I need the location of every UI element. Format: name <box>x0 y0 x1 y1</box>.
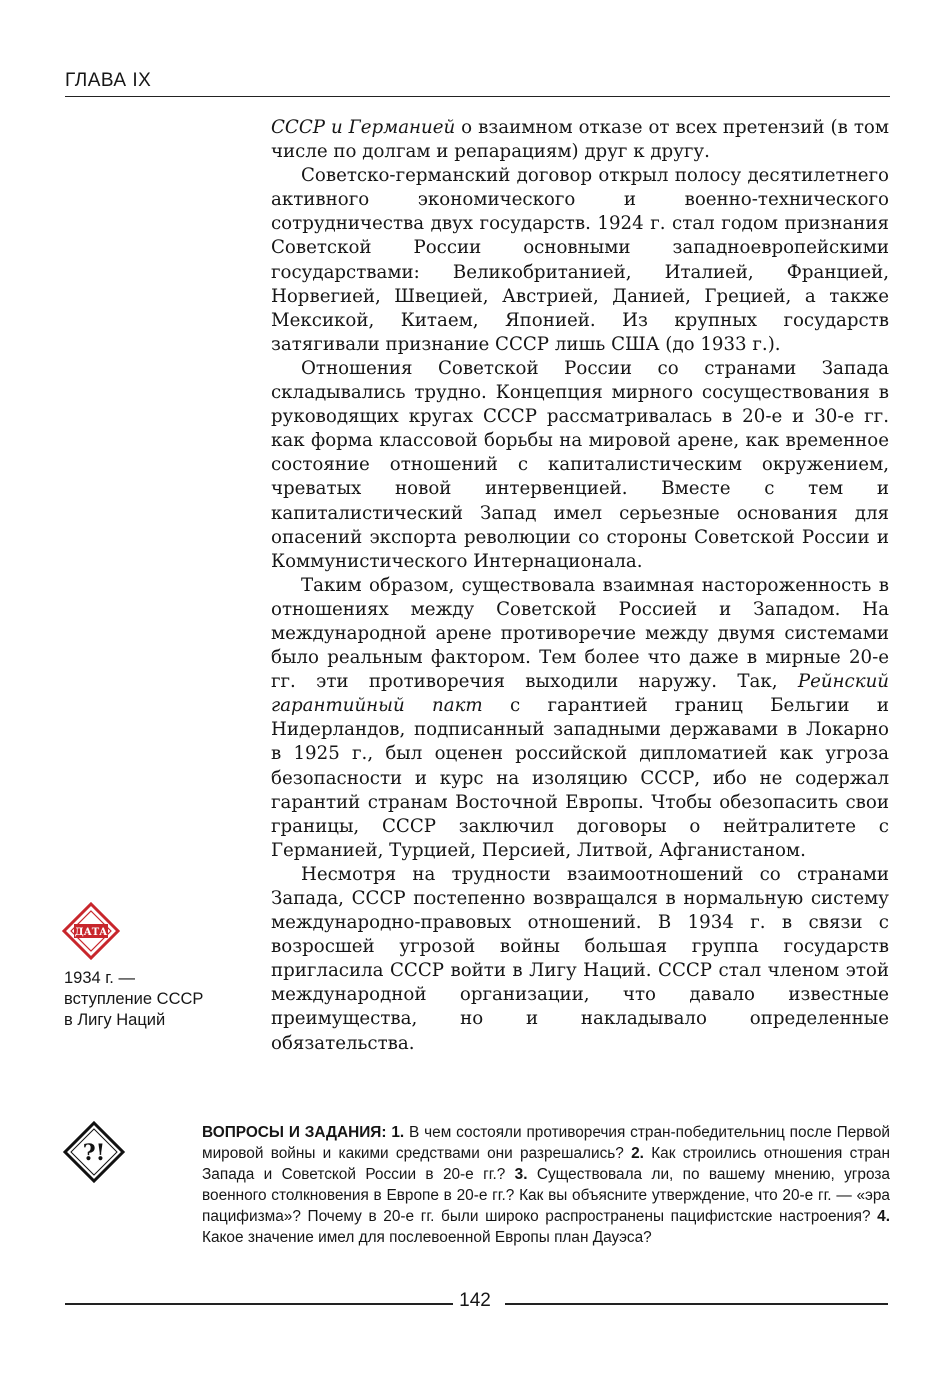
date-side-note: 1934 г. — вступление СССР в Лигу Наций <box>64 969 204 1029</box>
date-badge-icon <box>62 902 120 960</box>
questions-icon-label: ?! <box>82 1140 106 1166</box>
questions-block <box>202 1122 890 1249</box>
emphasis: СССР и Германией <box>271 117 456 138</box>
chapter-header <box>65 70 890 97</box>
question-number: 4. <box>877 1208 890 1226</box>
paragraph: Несмотря на трудности взаимоотношений со странами Запада, СССР постепенно возвращался в нормальную систему международно-правовых отношений. В 1934 г. в связи с возросшей угрозой войны большая группа государств пригласила СССР войти в Лигу Наций. СССР стал членом этой международной организации, что давало известные преимущества, но и накладывало определенные обязательства. <box>271 863 889 1054</box>
paragraph <box>271 116 889 164</box>
paragraph: Отношения Советской России со странами Запада складывались трудно. Концепция мирного сосуществования в руководящих кругах СССР рассматривалась в 20-е и 30-е гг. как форма классовой борьбы на мировой арене, как временное состояние отношений с капиталистическим окружением, чреватых новой интервенцией. Вместе с тем и капиталистический Запад имел серьезные основания для опасений экспорта революции со стороны Советской России и Коммунистического Интернационала. <box>271 357 889 572</box>
main-text <box>271 116 889 1056</box>
paragraph-text: с гарантией границ Бельгии и Нидерландов, подписанный западными державами в Локарно в 1925 г., был оценен российской дипломатией как угроза безопасности и курс на изоляцию СССР, ибо не содержал гарантий странам Восточной Европы. Чтобы обезопасить свои границы, СССР заключил договоры о нейтралитете с Германией, Турцией, Персией, Литвой, Афганистаном. <box>271 695 889 861</box>
footer-rule-right <box>505 1303 888 1305</box>
question-number: 2. <box>631 1145 644 1163</box>
question-number: 1. <box>391 1124 405 1141</box>
chapter-title: ГЛАВА IX <box>65 70 152 91</box>
question-number: 3. <box>514 1166 528 1184</box>
paragraph: Советско-германский договор открыл полосу десятилетнего активного экономического и военно-технического сотрудничества двух государств. 1924 г. стал годом признания Советской России основными западноевропейскими государствами: Великобританией, Италией, Францией, Норвегией, Швецией, Австрией, Данией, Грецией, а также Мексикой, Китаем, Японией. Из крупных государств затягивали признание СССР лишь США (до 1933 г.). <box>271 165 889 355</box>
page-number: 142 <box>459 1290 491 1311</box>
question-text: Существовала ли, по вашему мнению, угроза военного столкновения в Европе в 20-е гг.? Как вы объясните утверждение, что 20-е гг. — «эра пацифизма»? Почему в 20-е гг. были широко распространены пацифистские настроения? <box>202 1166 890 1226</box>
paragraph-text: Таким образом, существовала взаимная настороженность в отношениях между Советской Россией и Западом. На международной арене противоречие между двумя системами было реальным фактором. Тем более что даже в мирные 20-е гг. эти противоречия выходили наружу. Так, <box>271 574 889 693</box>
date-badge-label: ДАТА <box>74 927 108 938</box>
paragraph <box>271 574 889 863</box>
question-text: В чем состояли противоречия стран-победительниц после Первой мировой войны и какими средствами они разрешались? <box>202 1124 890 1163</box>
footer-rule-left <box>65 1303 453 1305</box>
paragraph-text: о взаимном отказе от всех претензий (в том числе по долгам и репарациям) друг к другу. <box>271 117 889 163</box>
question-text: Какое значение имел для послевоенной Европы план Дауэса? <box>202 1229 652 1247</box>
emphasis: Рейнский гарантийный пакт <box>271 671 889 717</box>
questions-icon <box>62 1120 126 1184</box>
questions-heading: ВОПРОСЫ И ЗАДАНИЯ: <box>202 1124 387 1141</box>
question-text: Как строились отношения стран Запада и Советской России в 20-е гг.? <box>202 1145 890 1184</box>
